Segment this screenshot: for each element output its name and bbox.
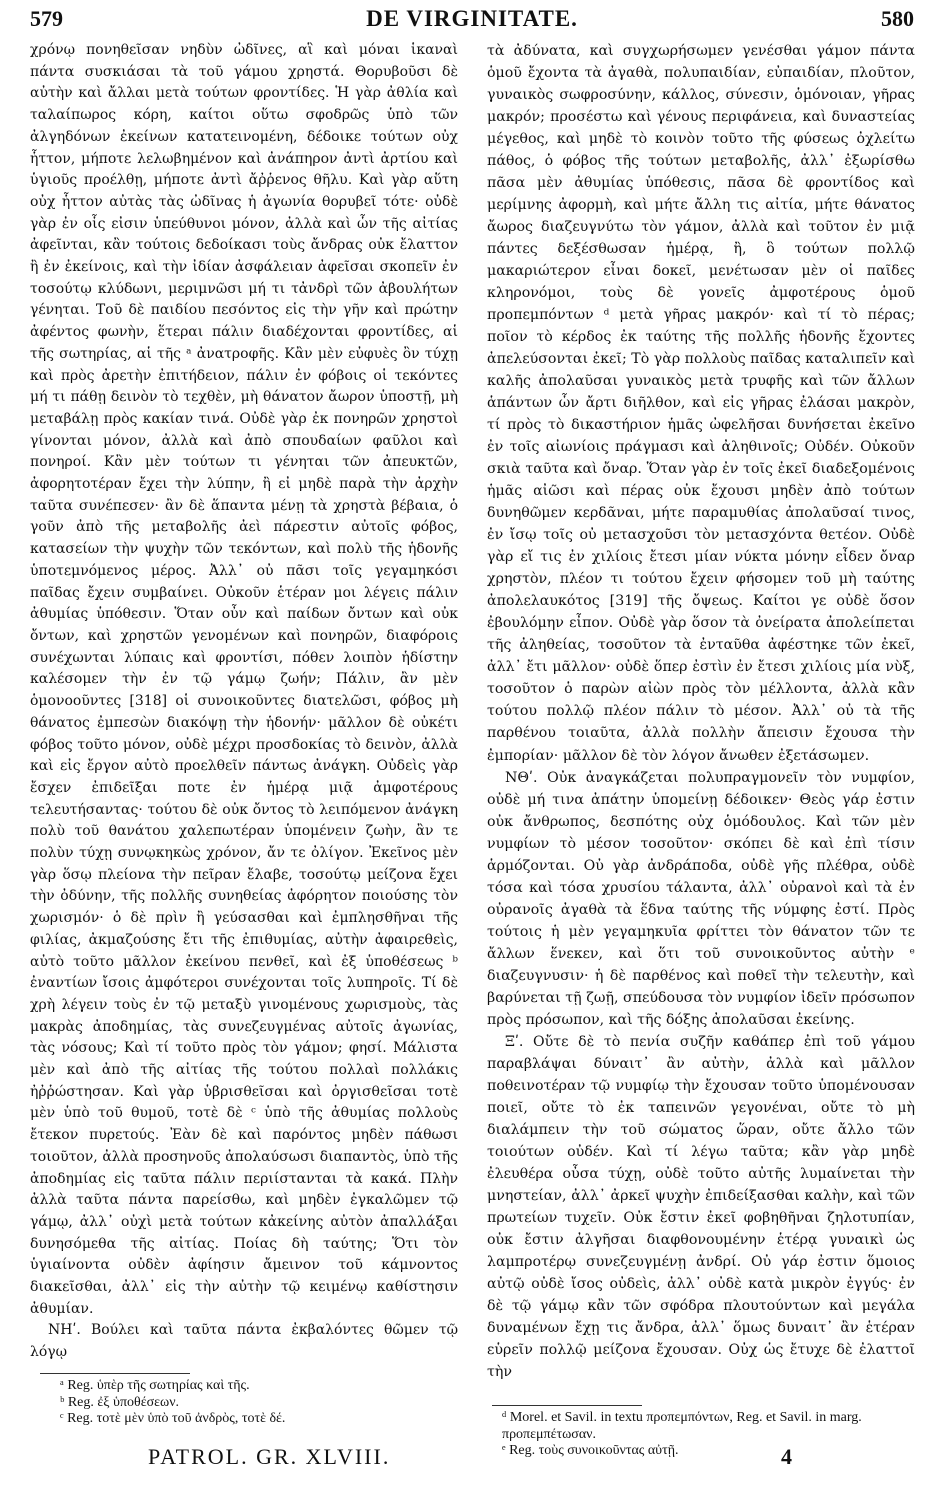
paragraph: χρόνῳ πονηθεῖσαν νηδὺν ὠδῖνες, αἳ καὶ μόναι ἱκαναὶ πάντα συσκιάσαι τὰ τοῦ γάμου χρηστά. Θορυβοῦσι δὲ αὐτὴν καὶ ἄλλαι μετὰ τούτων φροντίδες. Ἡ γὰρ ἀθλία καὶ ταλαίπωρος κόρη, καίτοι οὕτω σφοδρῶς ὑπὸ τῶν ἀλγηδόνων ἐκείνων κατατεινομένη, δέδοικε τούτων οὐχ ἧττον, μήποτε λελωβημένον καὶ ἀνάπηρον ἀντὶ ἀρτίου καὶ ὑγιοῦς προέλθῃ, μήποτε ἀντὶ ἄῤῥενος θῆλυ. Καὶ γὰρ αὕτη οὐχ ἧττον αὐτὰς τὰς ὠδῖνας ἡ ἀγωνία θορυβεῖ τότε· οὐδὲ γὰρ ἐν οἷς εἰσιν ὑπεύθυνοι μόνον, ἀλλὰ καὶ ὧν τῆς αἰτίας ἀφεῖνται, κἂν τούτοις δεδοίκασι τοὺς ἄνδρας οὐκ ἔλαττον ἢ ἐν ἐκείνοις, καὶ τὴν ἰδίαν ἀσφάλειαν ἀφεῖσαι σκοπεῖν ἐν τοσούτῳ κλύδωνι, μεριμνῶσι μή τι τἀνδρὶ τῶν ἀβουλήτων γένηται. Τοῦ δὲ παιδίου πεσόντος εἰς τὴν γῆν καὶ πρώτην ἀφέντος φωνὴν, ἕτεραι πάλιν διαδέχονται φροντίδες, αἱ τῆς σωτηρίας, αἱ τῆς ᵃ ἀνατροφῆς. Κἂν μὲν εὐφυὲς ὂν τύχῃ καὶ πρὸς ἀρετὴν ἐπιτήδειον, πάλιν ἐν φόβοις οἱ τεκόντες μή τι πάθῃ δεινὸν τὸ τεχθὲν, μὴ θάνατον ἄωρον ὑποστῇ, μὴ μεταβάλῃ πρὸς κακίαν τινά. Οὐδὲ γὰρ ἐκ πονηρῶν χρηστοὶ γίνονται μόνον, ἀλλὰ καὶ ἀπὸ σπουδαίων φαῦλοι καὶ πονηροί. Κἂν μὲν τούτων τι γένηται τῶν ἀπευκτῶν, ἀφορητοτέραν ἔχει τὴν λύπην, ἢ εἰ μηδὲ παρὰ τὴν ἀρχὴν ταῦτα συνέπεσεν· ἂν δὲ ἅπαντα μένῃ τὰ χρηστὰ βέβαια, ὁ γοῦν ἀπὸ τῆς μεταβολῆς ἀεὶ πάρεστιν αὐτοῖς φόβος, κατασείων τὴν ψυχὴν τῶν τεκόντων, καὶ πολὺ τῆς ἡδονῆς ὑποτεμνόμενος μέρος. Ἀλλ᾽ οὐ πᾶσι τοῖς γεγαμηκόσι παῖδας ἔχειν συμβαίνει. Οὐκοῦν ἑτέραν μοι λέγεις πάλιν ἀθυμίας ὑπόθεσιν. Ὅταν οὖν καὶ παίδων ὄντων καὶ οὐκ ὄντων, καὶ χρηστῶν γενομένων καὶ πονηρῶν, διαφόροις συνέχωνται λύπαις καὶ φροντίσι, πόθεν λοιπὸν ἡδίστην καλέσομεν τὴν ἐν τῷ γάμῳ ζωήν; Πάλιν, ἂν μὲν ὁμονοοῦντες [318] οἱ συνοικοῦντες διατελῶσι, φόβος μὴ θάνατος ἐμπεσὼν διακόψῃ τὴν ἡδονήν· μᾶλλον δὲ οὐκέτι φόβος τοῦτο μόνον, οὐδὲ μέχρι προσδοκίας τὸ δεινὸν, ἀλλὰ καὶ εἰς ἔργον αὐτὸ προελθεῖν πάντως ἀνάγκη. Οὐδεὶς γὰρ ἔσχεν ἐπιδεῖξαι ποτε ἐν ἡμέρᾳ μιᾷ ἀμφοτέρους τελευτήσαντας· τούτου δὲ οὐκ ὄντος τὸ λειπόμενον ἀνάγκη πολὺ τοῦ θανάτου χαλεπωτέραν ὑπομένειν ζωὴν, ἂν τε πολὺν τύχῃ συνῳκηκὼς χρόνον, ἄν τε ὀλίγον. Ἐκεῖνος μὲν γὰρ ὅσῳ πλείονα τὴν πεῖραν ἔλαβε, τοσούτῳ μείζονα ἔχει τὴν ὀδύνην, τῆς πολλῆς συνηθείας ἀφόρητον ποιούσης τὸν χωρισμόν· ὁ δὲ πρὶν ἢ γεύσασθαι καὶ ἐμπλησθῆναι τῆς φιλίας, ἀκμαζούσης ἔτι τῆς ἐπιθυμίας, αὐτὴν ἀφαιρεθεὶς, αὐτὸ τοῦτο μᾶλλον ἐκείνου πενθεῖ, καὶ ἐξ ὑποθέσεως ᵇ ἐναντίων ἴσοις ἀμφότεροι συνέχονται τοῖς λυπηροῖς. Τί δὲ χρὴ λέγειν τοὺς ἐν τῷ μεταξὺ γινομένους χωρισμοὺς, τὰς μακρὰς ἀποδημίας, τὰς συνεζευγμένας αὐτοῖς ἀγωνίας, τὰς νόσους; Καὶ τί τοῦτο πρὸς τὸν γάμον; φησί. Μάλιστα μὲν καὶ ἀπὸ τῆς αἰτίας τῆς τούτου πολλαὶ πολλάκις ἠῤῥώστησαν. Καὶ γὰρ ὑβρισθεῖσαι καὶ ὀργισθεῖσαι τοτὲ μὲν ὑπὸ τοῦ θυμοῦ, τοτὲ δὲ ᶜ ὑπὸ τῆς ἀθυμίας πολλοὺς ἔτεκον πυρετούς. Ἐὰν δὲ καὶ παρόντος μηδὲν πάθωσι τοιοῦτον, ἀλλὰ προσηνοῦς ἀπολαύσωσι διαπαντὸς, ὑπὸ τῆς ἀποδημίας εἰς ταῦτα πάλιν περιίστανται τὰ κακά. Πλὴν ἀλλὰ ταῦτα πάντα παρείσθω, καὶ μηδὲν ἐγκαλῶμεν τῷ γάμῳ, ἀλλ᾽ οὐχὶ μετὰ τούτων κἀκείνης αὐτὸν ἀπαλλάξαι δυνησόμεθα τῆς αἰτίας. Ποίας δὴ ταύτης; Ὅτι τὸν ὑγιαίνοντα οὐδὲν ἀφίησιν ἄμεινον τοῦ κάμνοντος διακεῖσθαι, ἀλλ᾽ εἰς τὴν αὐτὴν τῷ κειμένῳ καθίστησιν ἀθυμίαν. xyxy=(30,42,458,1317)
footnote: ᵇ Reg. ἐξ ὑποθέσεων. xyxy=(60,1394,180,1410)
paragraph: ΝΗʹ. Βούλει καὶ ταῦτα πάντα ἐκβαλόντες θῶμεν τῷ λόγῳ xyxy=(30,1322,458,1361)
footnotes-right xyxy=(502,1410,912,1460)
footer-series: PATROL. GR. XLVIII. xyxy=(148,1444,391,1469)
paragraph: ΝΘʹ. Οὐκ ἀναγκάζεται πολυπραγμονεῖν τὸν νυμφίον, οὐδὲ μή τινα ἀπάτην ὑπομείνῃ δέδοικεν· Θεὸς γάρ ἐστιν οὐκ ἄνθρωπος, δεσπότης οὐχ ὁμόδουλος. Καὶ τῶν μὲν νυμφίων τὸ μέσον τοσοῦτον· σκόπει δὲ καὶ ἐπὶ τίσιν ἁρμόζονται. Οὐ γὰρ ἀνδράποδα, οὐδὲ γῆς πλέθρα, οὐδὲ τόσα καὶ τόσα χρυσίου τάλαντα, ἀλλ᾽ οὐρανοὶ καὶ τὰ ἐν οὐρανοῖς ἀγαθὰ τὰ ἕδνα ταύτης τῆς νύμφης ἐστί. Πρὸς τούτοις ἡ μὲν γεγαμηκυῖα φρίττει τὸν θάνατον τῶν τε ἄλλων ἕνεκεν, καὶ ὅτι τοῦ συνοικοῦντος αὐτὴν ᵉ διαζευγνυσιν· ἡ δὲ παρθένος καὶ ποθεῖ τὴν τελευτὴν, καὶ βαρύνεται τῇ ζωῇ, σπεύδουσα τὸν νυμφίον ἰδεῖν πρόσωπον πρὸς πρόσωπον, καὶ τῆς δόξης ἀπολαῦσαι ἐκείνης. xyxy=(487,769,915,1028)
paragraph: τὰ ἀδύνατα, καὶ συγχωρήσωμεν γενέσθαι γάμον πάντα ὁμοῦ ἔχοντα τὰ ἀγαθὰ, πολυπαιδίαν, εὐπαιδίαν, πλοῦτον, γυναικὸς σωφροσύνην, κάλλος, σύνεσιν, ὁμόνοιαν, γῆρας μακρόν; προσέστω καὶ γένους περιφάνεια, καὶ δυναστείας μέγεθος, καὶ μηδὲ τὸ κοινὸν τοῦτο τῆς φύσεως ὀχλείτω πάθος, ὁ φόβος τῆς τούτων μεταβολῆς, ἀλλ᾽ ἐξωρίσθω πᾶσα μὲν ἀθυμίας ὑπόθεσις, πᾶσα δὲ φροντίδος καὶ μερίμνης ἀφορμὴ, καὶ μήτε ἄλλη τις αἰτία, μήτε θάνατος ἄωρος διαζευγνύτω τὸν γάμον, ἀλλὰ καὶ τοῦτον ἐν μιᾷ πάντες δεξέσθωσαν ἡμέρᾳ, ἢ, ὃ τούτων πολλῷ μακαριώτερον εἶναι δοκεῖ, μενέτωσαν μὲν οἱ παῖδες κληρονόμοι, τοὺς δὲ γονεῖς ἀμφοτέρους ὁμοῦ προπεμπόντων ᵈ μετὰ γῆρας μακρόν· καὶ τί τὸ πέρας; ποῖον τὸ κέρδος ἐκ ταύτης τῆς πολλῆς ἡδονῆς ἔχοντες ἀπελεύσονται ἐκεῖ; Τὸ γὰρ πολλοὺς παῖδας καταλιπεῖν καὶ καλῆς ἀπολαῦσαι γυναικὸς μετὰ τρυφῆς καὶ τῶν ἄλλων ἁπάντων ὧν ἄρτι διῆλθον, καὶ εἰς γῆρας ἐλάσαι μακρὸν, τί πρὸς τὸ δικαστήριον ἡμᾶς ὠφελῆσαι δυνήσεται ἐκεῖνο ἐν τοῖς αἰωνίοις πράγμασι καὶ ἀληθινοῖς; Οὐδέν. Οὐκοῦν σκιὰ ταῦτα καὶ ὄναρ. Ὅταν γὰρ ἐν τοῖς ἐκεῖ διαδεξομένοις ἡμᾶς αἰῶσι καὶ πέρας οὐκ ἔχουσι μηδὲν ἀπὸ τούτων δυνηθῶμεν κερδᾶναι, μήτε παραμυθίας ἀπολαῦσαί τινος, ἐν ἴσῳ τοῖς οὐ μετασχοῦσι τὸν μετασχόντα θετέον. Οὐδὲ γὰρ εἴ τις ἐν χιλίοις ἔτεσι μίαν νύκτα μόνην εἶδεν ὄναρ χρηστὸν, πλέον τι τούτου ἔχειν φήσομεν τοῦ μὴ ταύτης ἀπολελαυκότος [319] τῆς ὄψεως. Καίτοι γε οὐδὲ ὅσον ἐβουλόμην εἶπον. Οὐδὲ γὰρ ὅσον τὰ ὀνείρατα ἀπολείπεται τῆς ἀληθείας, τοσοῦτον τὰ ἐνταῦθα ἀφέστηκε τῶν ἐκεῖ, ἀλλ᾽ ἔτι μᾶλλον· οὐδὲ ὅπερ ἐστὶν ἐν ἔτεσι χιλίοις μία νὺξ, τοσοῦτον ὁ παρὼν αἰὼν πρὸς τὸν μέλλοντα, ἀλλὰ κἂν τούτου πολλῷ πλέον πάλιν τὸ μέσον. Ἀλλ᾽ οὐ τὰ τῆς παρθένου τοιαῦτα, ἀλλὰ πολλὴν ἄπεισιν ἔχουσα τὴν ἐμπορίαν· μᾶλλον δὲ τὸν λόγον ἄνωθεν ἐξετάσωμεν. xyxy=(487,43,916,764)
footnote: ᵃ Reg. ὑπὲρ τῆς σωτηρίας καὶ τῆς. xyxy=(60,1378,250,1393)
right-column xyxy=(487,40,915,1383)
footnote-divider xyxy=(492,1405,642,1406)
page-number-left: 579 xyxy=(30,6,63,31)
left-column xyxy=(30,40,458,1364)
footnote-divider xyxy=(40,1373,190,1374)
paragraph: Ξʹ. Οὔτε δὲ τὸ πενία συζῆν καθάπερ ἐπὶ τοῦ γάμου παραβλάψαι δύναιτ᾽ ἂν αὐτὴν, ἀλλὰ καὶ μᾶλλον ποθεινοτέραν τῷ νυμφίῳ τὴν ἔχουσαν τοῦτο ὑπομένουσαν ποιεῖ, οὔτε τὸ ἐκ ταπεινῶν γεγονέναι, οὔτε τὸ μὴ διαλάμπειν τὴν τοῦ σώματος ὥραν, οὔτε ἄλλο τῶν τοιούτων οὐδέν. Καὶ τί λέγω ταῦτα; κἂν γὰρ μηδὲ ἐλευθέρα οὖσα τύχῃ, οὐδὲ τοῦτο αὐτῆς λυμαίνεται τὴν μνηστείαν, ἀλλ᾽ ἀρκεῖ ψυχὴν ἐπιδείξασθαι καλὴν, καὶ τῶν πρωτείων τυχεῖν. Οὐκ ἔστιν ἐκεῖ φοβηθῆναι ζηλοτυπίαν, οὐκ ἔστιν ἀλγῆσαι διαφθονουμένην ἑτέρᾳ γυναικὶ ὡς λαμπροτέρῳ συνεζευγμένῃ ἀνδρί. Οὐ γάρ ἐστιν ὅμοιος αὐτῷ οὐδὲ ἴσος οὐδεὶς, ἀλλ᾽ οὐδὲ κατὰ μικρὸν ἐγγύς· ἐν δὲ τῷ γάμῳ κἂν τῶν σφόδρα πλουτούντων καὶ μεγάλα δυναμένων ἔχῃ τις ἄνδρα, ἀλλ᾽ ὅμως δυναιτ᾽ ἂν ἑτέραν εὑρεῖν πολλῷ μείζονα ἔχουσαν. Οὐχ ὡς ἔτυχε δὲ ἐλαττοῖ τὴν xyxy=(487,1033,915,1380)
footnotes-left xyxy=(60,1378,440,1428)
footnote: ᵈ Morel. et Savil. in textu προπεμπόντων, Reg. et Savil. in marg. προπεμπέτωσαν. xyxy=(502,1410,862,1442)
running-title: DE VIRGINITATE. xyxy=(366,6,578,31)
page-number-right: 580 xyxy=(881,6,914,31)
footnote: ᵉ Reg. τοὺς συνοικοῦντας αὐτῇ. xyxy=(502,1443,679,1458)
footnote: ᶜ Reg. τοτὲ μὲν ὑπὸ τοῦ ἀνδρὸς, τοτὲ δέ. xyxy=(60,1411,286,1426)
signature-mark: 4 xyxy=(781,1444,794,1469)
running-header xyxy=(30,6,914,40)
